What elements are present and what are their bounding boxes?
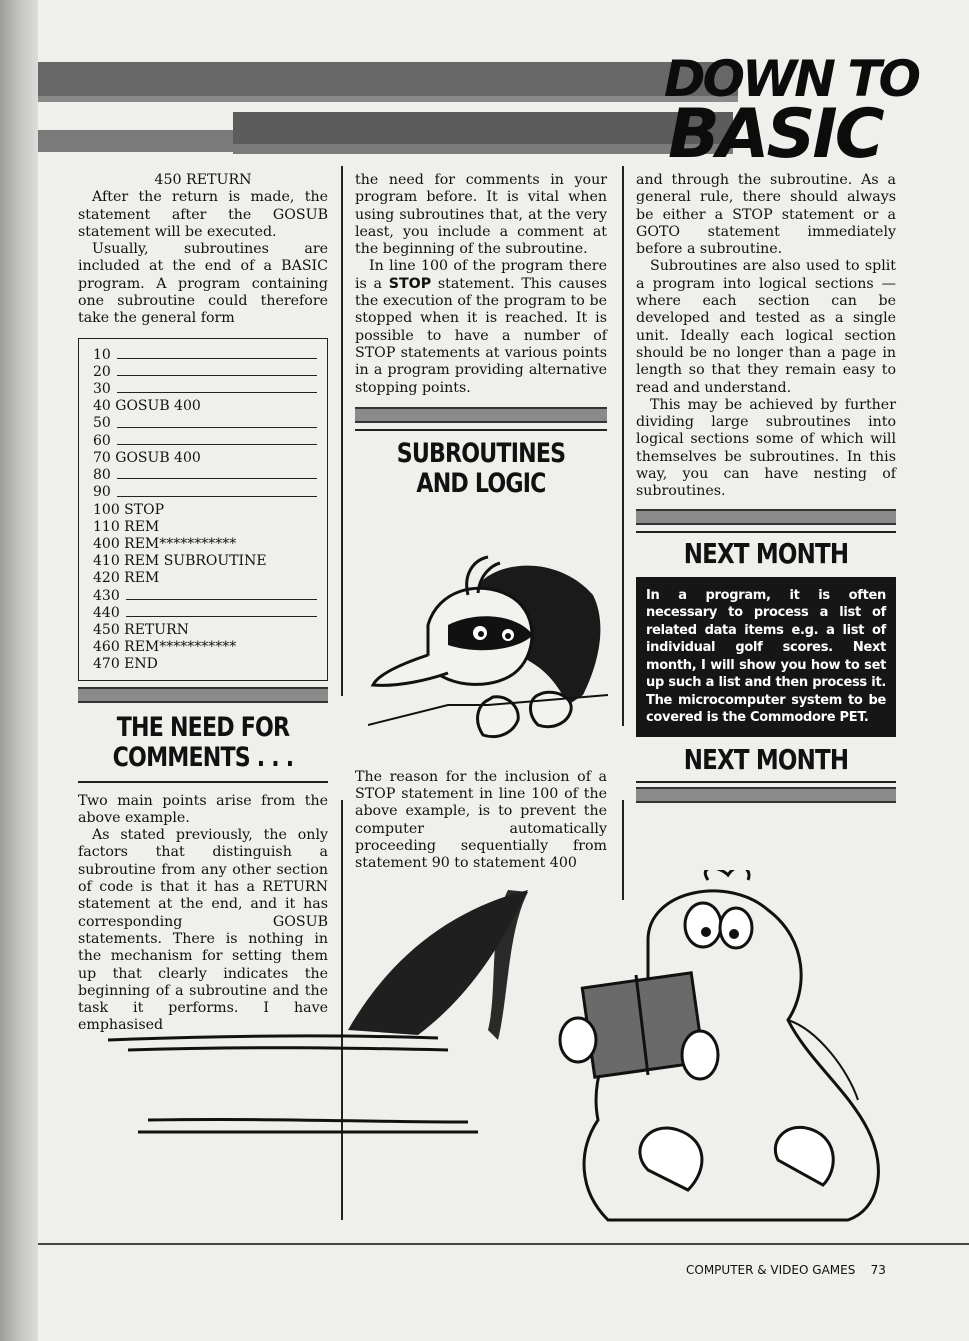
page-title-line1: DOWN TO: [664, 50, 919, 108]
next-month-heading: NEXT MONTH: [683, 742, 849, 776]
section-bar: [355, 407, 607, 423]
code-line: [93, 622, 321, 639]
paragraph: [355, 258, 607, 396]
header-stripe: [38, 96, 738, 102]
code-line-text: 90: [93, 484, 111, 501]
binding-gutter: [0, 0, 38, 1341]
code-blank-rule: [117, 496, 317, 497]
paragraph: The reason for the inclusion of a STOP statement in line 100 of the above example, is to prevent the computer automatically proceeding sequentially from statement 90 to statement 400: [355, 768, 607, 872]
column-2: [355, 172, 607, 873]
code-line: [93, 398, 321, 415]
code-line: [93, 467, 321, 484]
code-blank-rule: [126, 616, 317, 617]
code-line-text: 70 GOSUB 400: [93, 449, 201, 466]
divider: [636, 531, 896, 533]
text-run: statement. This causes the execution of the program to be stopped when it is reached. It is possible to have a number of STOP statements at various points in a program providing alternative stopping points.: [355, 275, 608, 396]
code-line-text: 30: [93, 381, 111, 398]
paragraph: Two main points arise from the above example.: [78, 792, 328, 826]
code-line: [93, 502, 321, 519]
column-3: [636, 172, 896, 803]
paragraph: After the return is made, the statement after the GOSUB statement will be executed.: [78, 189, 328, 240]
paragraph: This may be achieved by further dividing large subroutines into logical sections some of which will themselves be subroutines. In this way, you can have nesting of subroutines.: [636, 396, 896, 500]
footer-rule: [38, 1243, 969, 1245]
section-bar: [78, 687, 328, 703]
code-line: [93, 656, 321, 673]
text-run: In line 100 of the program there is a: [355, 258, 607, 292]
code-line: [93, 347, 321, 364]
code-line-text: 110 REM: [93, 518, 160, 535]
code-line-text: 400 REM***********: [93, 535, 237, 552]
code-line-text: 460 REM***********: [93, 639, 237, 656]
column-rule: [341, 166, 343, 696]
next-month-heading: NEXT MONTH: [683, 536, 849, 570]
code-line-text: 10: [93, 346, 111, 363]
code-blank-rule: [117, 392, 317, 393]
code-line-text: 20: [93, 363, 111, 380]
code-line: [93, 519, 321, 536]
header-stripe: [38, 62, 738, 96]
header-stripe: [233, 112, 733, 144]
magazine-page: [38, 0, 969, 1341]
code-line-text: 470 END: [93, 656, 158, 673]
section-bar: [636, 509, 896, 525]
code-blank-rule: [126, 599, 317, 600]
code-line-text: 420 REM: [93, 570, 160, 587]
code-line: [93, 433, 321, 450]
paragraph: Subroutines are also used to split a program into logical sections — where each section can be developed and tested as a single unit. Ideally each logical section should be no longer than a page in length so that they remain easy to read and understand.: [636, 258, 896, 396]
page-footer: [686, 1263, 886, 1277]
section-heading: [101, 713, 306, 773]
code-line: [93, 605, 321, 622]
column-rule: [622, 166, 624, 726]
header-stripe: [233, 144, 733, 154]
paragraph: As stated previously, the only factors that distinguish a subroutine from any other section of code is that it has a RETURN statement at the end, and it has corresponding GOSUB statements. There is nothing in the mechanism for setting them up that clearly indicates the beginning of a subroutine and the task it performs. I have emphasised: [78, 827, 328, 1034]
code-line: [93, 570, 321, 587]
code-line: [93, 415, 321, 432]
code-blank-rule: [117, 444, 317, 445]
code-blank-rule: [117, 375, 317, 376]
code-line-text: 40 GOSUB 400: [93, 398, 201, 415]
paragraph: and through the subroutine. As a general rule, there should always be either a STOP statement or a GOTO statement immediately before a subroutine.: [636, 172, 896, 258]
code-line-text: 80: [93, 467, 111, 484]
code-line-text: 410 REM SUBROUTINE: [93, 553, 267, 570]
code-blank-rule: [117, 427, 317, 428]
code-line-text: 440: [93, 604, 120, 621]
cartoon-reading-bird-illustration: [88, 870, 948, 1230]
page-number: 73: [870, 1263, 886, 1277]
heading-line: SUBROUTINES: [396, 437, 566, 469]
heading-line: THE NEED FOR: [116, 711, 290, 743]
paragraph: the need for comments in your program before. It is vital when using subroutines that, at the very least, you include a comment at the beginning of the subroutine.: [355, 172, 607, 258]
code-line-text: 100 STOP: [93, 501, 164, 518]
code-listing: [78, 338, 328, 681]
page-title-line2: BASIC: [668, 95, 882, 174]
code-line: [93, 553, 321, 570]
code-line: [93, 381, 321, 398]
next-month-box: In a program, it is often necessary to process a list of related data items e.g. a list of individual golf scores. Next month, I will show you how to set up such a list and then process it. The microcomputer system to be covered is the Commodore PET.: [636, 577, 896, 737]
heading-line: AND LOGIC: [416, 467, 546, 499]
code-line: [93, 364, 321, 381]
divider: [78, 781, 328, 783]
section-heading: [378, 439, 585, 499]
divider: [355, 429, 607, 431]
code-line-text: 450 RETURN: [93, 621, 189, 638]
publication-name: COMPUTER & VIDEO GAMES: [686, 1263, 856, 1277]
cartoon-bird-illustration: [368, 555, 608, 745]
code-blank-rule: [117, 358, 317, 359]
code-line: [93, 484, 321, 501]
code-line: [93, 450, 321, 467]
heading-line: COMMENTS . . .: [112, 741, 294, 773]
code-line: [93, 639, 321, 656]
keyword-stop: STOP: [388, 275, 432, 292]
code-blank-rule: [117, 478, 317, 479]
divider: [636, 781, 896, 783]
code-line-text: 60: [93, 432, 111, 449]
header-stripe: [38, 130, 233, 152]
section-bar: [636, 787, 896, 803]
code-line-text: 50: [93, 415, 111, 432]
code-line: [93, 536, 321, 553]
code-line: [93, 588, 321, 605]
code-line-text: 430: [93, 587, 120, 604]
code-line: 450 RETURN: [154, 172, 252, 188]
paragraph: Usually, subroutines are included at the end of a BASIC program. A program containing one subroutine could therefore take the general form: [78, 241, 328, 327]
